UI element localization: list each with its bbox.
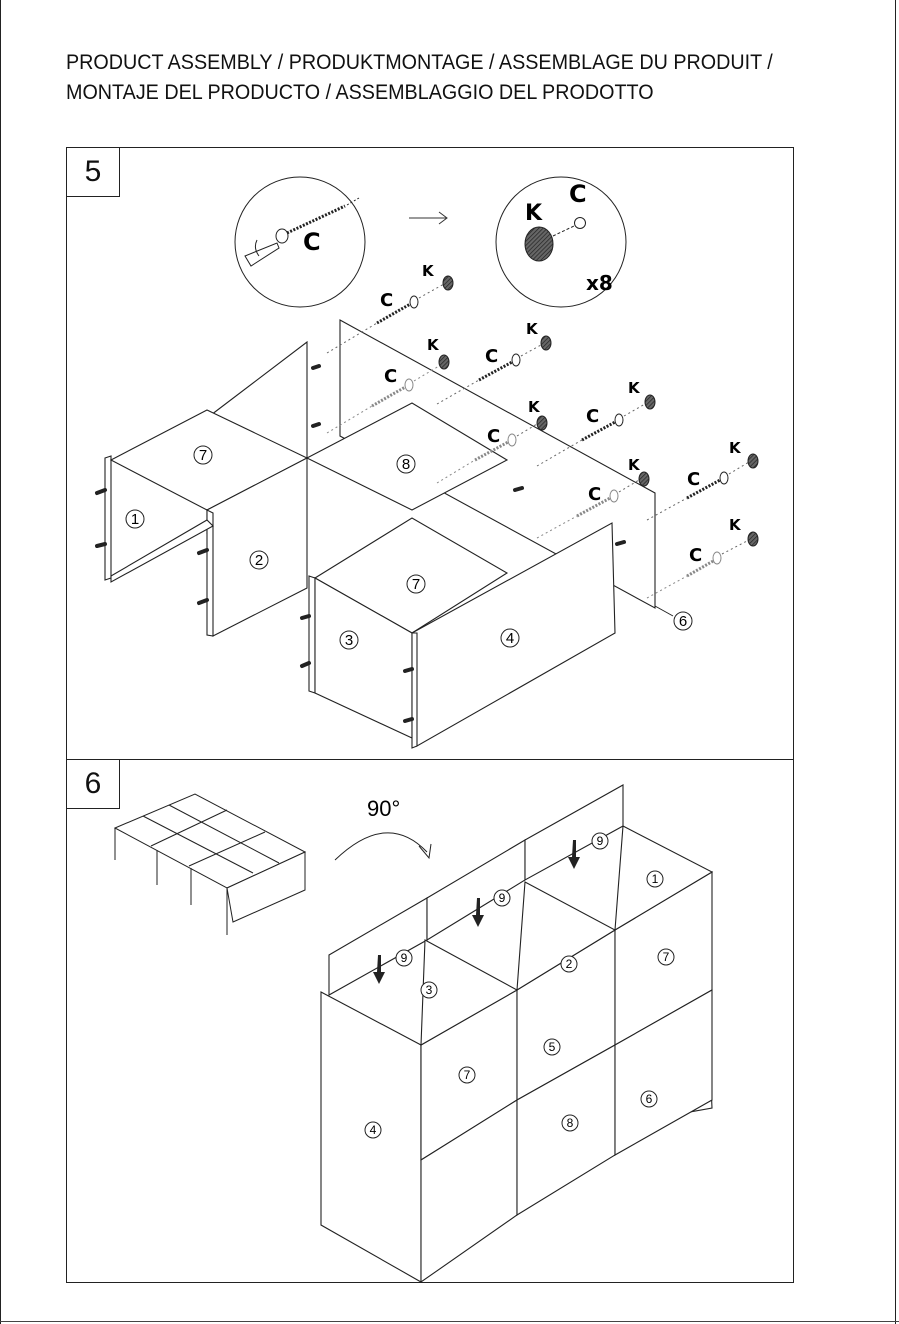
part-label <box>397 455 415 473</box>
cap-label: K <box>526 320 538 338</box>
svg-text:9: 9 <box>498 891 506 905</box>
screw-c-icon <box>647 439 758 520</box>
part-label <box>501 629 519 647</box>
screw-label: C <box>586 406 600 427</box>
part-label <box>194 446 212 464</box>
part-label <box>658 949 674 965</box>
svg-text:7: 7 <box>411 576 421 593</box>
step-6-panel <box>66 759 794 1283</box>
part-label <box>407 575 425 593</box>
part-label <box>562 1115 578 1131</box>
page-title <box>66 48 780 108</box>
svg-text:9: 9 <box>400 951 408 965</box>
part-label <box>250 551 268 569</box>
part-label <box>592 833 608 849</box>
svg-text:7: 7 <box>463 1068 471 1082</box>
svg-text:3: 3 <box>344 632 354 649</box>
cabinet-exploded-view <box>105 320 655 748</box>
rotation-label: 90° <box>367 796 401 821</box>
screw-label: C <box>687 469 701 490</box>
svg-text:1: 1 <box>130 511 140 528</box>
svg-text:8: 8 <box>401 456 411 473</box>
part-label <box>641 1091 657 1107</box>
quantity-label: x8 <box>586 271 613 295</box>
part-label <box>365 1122 381 1138</box>
step-number: 5 <box>67 148 120 197</box>
page-border-bottom <box>0 1321 899 1322</box>
svg-text:2: 2 <box>565 957 573 971</box>
svg-text:4: 4 <box>369 1123 377 1137</box>
part-label <box>126 510 144 528</box>
svg-text:4: 4 <box>505 630 515 647</box>
part-label <box>561 956 577 972</box>
rotate-arrow-icon <box>335 833 431 860</box>
flat-cabinet-thumbnail <box>115 794 305 935</box>
svg-text:6: 6 <box>678 613 688 630</box>
cap-label: K <box>628 456 640 474</box>
page-border-left <box>0 0 1 1324</box>
svg-text:8: 8 <box>566 1116 574 1130</box>
svg-text:5: 5 <box>548 1040 556 1054</box>
cap-label: K <box>528 398 540 416</box>
part-label <box>494 890 510 906</box>
screwdriver-detail-circle <box>235 177 365 307</box>
part-label <box>459 1067 475 1083</box>
svg-text:9: 9 <box>596 834 604 848</box>
screw-c-icon <box>647 516 758 598</box>
screw-c-label: C <box>303 228 321 256</box>
screw-label: C <box>588 484 602 505</box>
part-label <box>647 871 663 887</box>
screw-label: C <box>485 346 499 367</box>
part-label <box>396 950 412 966</box>
upright-cabinet-view <box>321 785 712 1282</box>
screw-label: C <box>384 366 398 387</box>
step-number: 6 <box>67 760 120 809</box>
svg-text:2: 2 <box>254 552 264 569</box>
screw-label: C <box>487 426 501 447</box>
title-line-1: PRODUCT ASSEMBLY / PRODUKTMONTAGE / ASSEMBLAGE DU PRODUIT / <box>66 51 773 74</box>
part-label <box>340 631 358 649</box>
svg-text:7: 7 <box>662 950 670 964</box>
part-label <box>674 612 692 630</box>
svg-text:1: 1 <box>651 872 659 886</box>
cap-detail-circle <box>496 177 626 307</box>
step-5-panel <box>66 147 794 760</box>
cap-label: K <box>729 439 741 457</box>
cap-label: K <box>729 516 741 534</box>
screw-label: C <box>689 545 703 566</box>
part-label <box>421 982 437 998</box>
page-border-right <box>895 0 896 1324</box>
svg-text:6: 6 <box>645 1092 653 1106</box>
title-line-2: MONTAJE DEL PRODUCTO / ASSEMBLAGGIO DEL PRODOTTO <box>66 81 654 104</box>
cap-label: K <box>628 379 640 397</box>
part-label <box>544 1039 560 1055</box>
screw-label: C <box>380 290 394 311</box>
cap-label: K <box>422 262 434 280</box>
svg-text:3: 3 <box>425 983 433 997</box>
svg-text:7: 7 <box>198 447 208 464</box>
cap-k-label: K <box>525 201 543 226</box>
step-5-illustration <box>67 148 795 761</box>
cap-label: K <box>427 336 439 354</box>
screw-c-label: C <box>569 180 587 208</box>
arrow-right-icon <box>409 212 447 224</box>
step-6-illustration <box>67 760 795 1284</box>
